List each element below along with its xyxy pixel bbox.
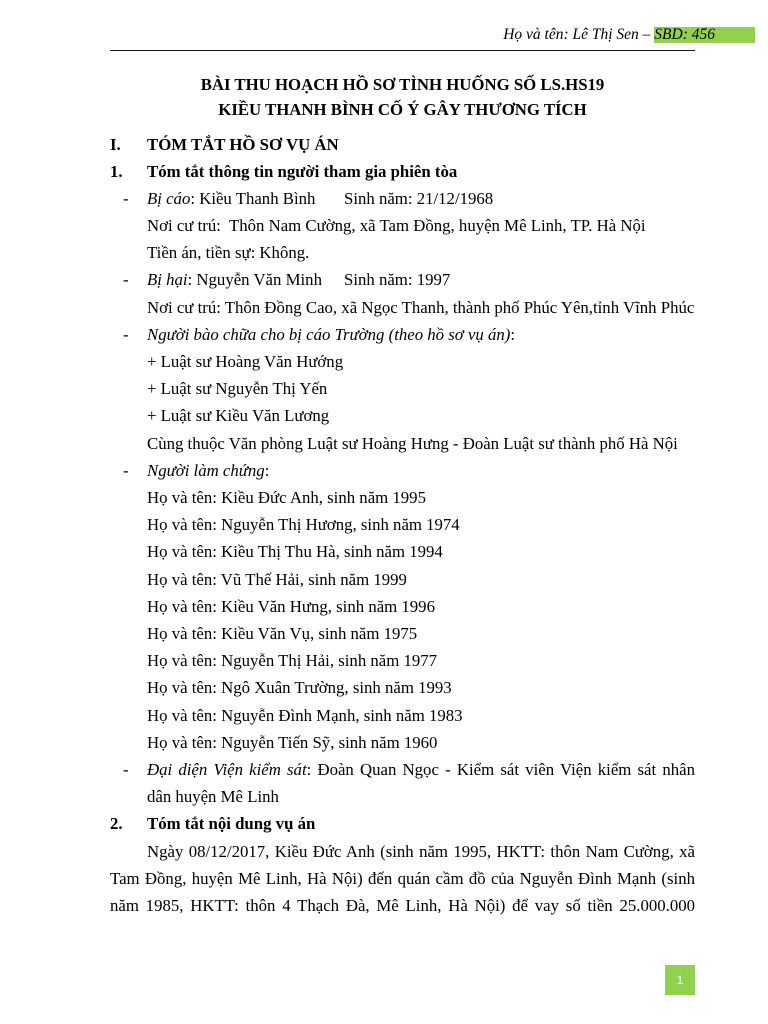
document-title-line-2: KIỀU THANH BÌNH CỐ Ý GÂY THƯƠNG TÍCH [218,100,587,119]
defendant-birth: Sinh năm: 21/12/1968 [344,188,494,208]
defendant-line [147,187,315,211]
subsection-heading: Tóm tắt thông tin người tham gia phiên tòa [147,161,458,181]
lawyer-item: + Luật sư Nguyễn Thị Yến [147,379,328,399]
defense-label: Người bào chữa cho bị cáo Trường (theo hồ sơ vụ án) [147,324,511,344]
paragraph-line: Ngày 08/12/2017, Kiều Đức Anh (sinh năm 1995, HKTT: thôn Nam Cường, xã [147,841,695,861]
list-dash: - [123,270,129,290]
witness-item: Họ và tên: Vũ Thế Hải, sinh năm 1999 [147,569,407,589]
subsection-heading: Tóm tắt nội dung vụ án [147,814,316,834]
procuracy-label: Đại diện Viện kiểm sát [147,759,307,779]
witness-item: Họ và tên: Ngô Xuân Trường, sinh năm 1993 [147,678,452,698]
witness-item: Họ và tên: Nguyễn Thị Hải, sinh năm 1977 [147,651,438,671]
witness-heading [147,459,269,483]
candidate-number-highlight: SBD: 456 [654,27,755,43]
student-name: Họ và tên: Lê Thị Sen – [503,26,655,43]
defense-colon: : [510,324,516,344]
procuracy-line-2: dân huyện Mê Linh [147,787,279,807]
witness-colon: : [264,460,270,480]
witness-item: Họ và tên: Kiều Văn Vụ, sinh năm 1975 [147,623,418,643]
victim-birth: Sinh năm: 1997 [344,270,451,290]
page-number: 1 [665,965,695,995]
subsection-number: 2. [110,814,123,834]
victim-residence: Nơi cư trú: Thôn Đồng Cao, xã Ngọc Thanh, thành phố Phúc Yên,tỉnh Vĩnh Phúc [147,297,695,317]
witness-item: Họ và tên: Kiều Thị Thu Hà, sinh năm 1994 [147,542,443,562]
witness-item: Họ và tên: Nguyễn Đình Mạnh, sinh năm 1983 [147,705,463,725]
law-office: Cùng thuộc Văn phòng Luật sư Hoàng Hưng - Đoàn Luật sư thành phố Hà Nội [147,433,678,453]
victim-name: : Nguyễn Văn Minh [187,270,322,290]
paragraph-line: Tam Đồng, huyện Mê Linh, Hà Nội) đến quán cầm đồ của Nguyễn Đình Mạnh (sinh [110,868,695,888]
victim-line [147,268,322,292]
witness-item: Họ và tên: Nguyễn Thị Hương, sinh năm 1974 [147,515,460,535]
defense-heading [147,323,515,347]
defendant-label: Bị cáo [147,188,191,208]
defendant-criminal-record: Tiền án, tiền sự: Không. [147,243,310,263]
procuracy-line-1 [147,758,695,782]
lawyer-item: + Luật sư Hoàng Văn Hướng [147,351,344,371]
list-dash: - [123,324,129,344]
section-number: I. [110,135,121,154]
defendant-residence: Nơi cư trú: Thôn Nam Cường, xã Tam Đồng, huyện Mê Linh, TP. Hà Nội [147,215,646,235]
list-dash: - [123,188,129,208]
witness-label: Người làm chứng [147,460,265,480]
paragraph-line: năm 1985, HKTT: thôn 4 Thạch Đà, Mê Linh, Hà Nội) để vay số tiền 25.000.000 [110,895,695,915]
list-dash: - [123,460,129,480]
list-dash: - [123,759,129,779]
witness-item: Họ và tên: Kiều Văn Hưng, sinh năm 1996 [147,596,435,616]
procuracy-text: : Đoàn Quan Ngọc - Kiểm sát viên Viện kiểm sát nhân [306,759,695,779]
subsection-number: 1. [110,161,123,181]
header-rule [110,50,695,51]
victim-label: Bị hại [147,270,188,290]
page-header [503,27,755,43]
witness-item: Họ và tên: Nguyễn Tiến Sỹ, sinh năm 1960 [147,732,438,752]
document-title-line-1: BÀI THU HOẠCH HỒ SƠ TÌNH HUỐNG SỐ LS.HS19 [200,75,605,94]
lawyer-item: + Luật sư Kiều Văn Lương [147,406,330,426]
section-heading: TÓM TẮT HỒ SƠ VỤ ÁN [147,135,339,154]
witness-item: Họ và tên: Kiều Đức Anh, sinh năm 1995 [147,487,426,507]
defendant-name: : Kiều Thanh Bình [190,188,316,208]
